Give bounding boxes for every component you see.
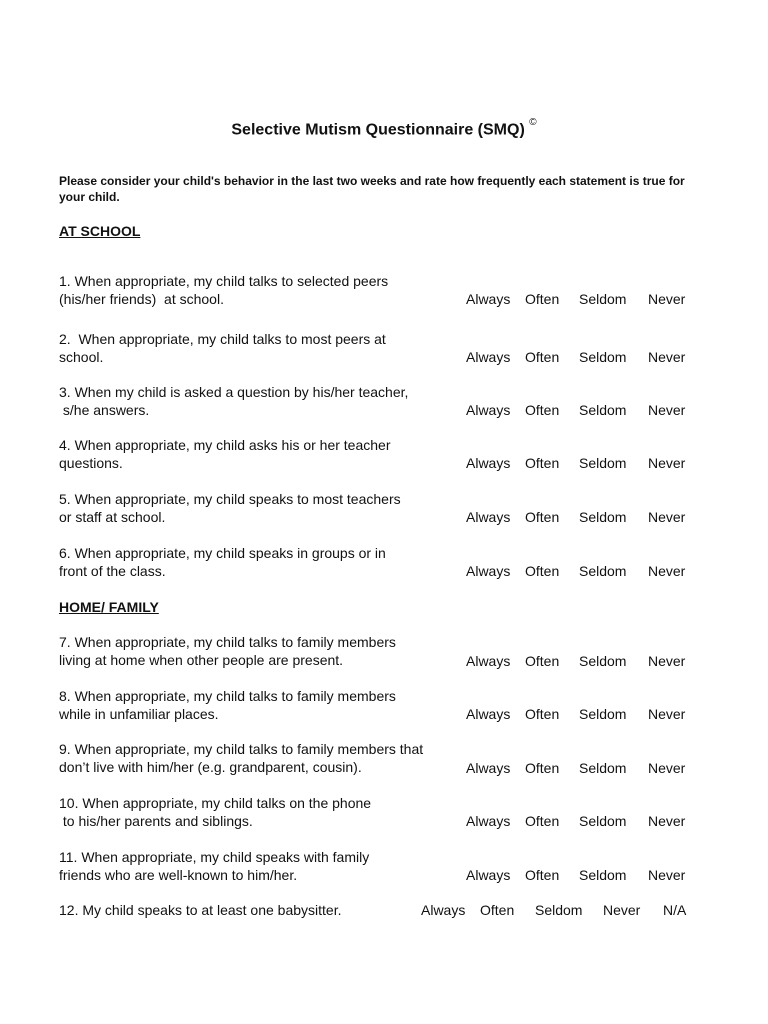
option-never[interactable]: Never — [648, 563, 686, 579]
question-line: 11. When appropriate, my child speaks with family — [59, 849, 370, 865]
option-seldom[interactable]: Seldom — [579, 706, 627, 722]
option-often[interactable]: Often — [525, 349, 560, 365]
option-often[interactable]: Often — [525, 813, 560, 829]
option-never[interactable]: Never — [603, 902, 641, 918]
question-line: while in unfamiliar places. — [59, 706, 219, 722]
option-always[interactable]: Always — [466, 509, 511, 525]
copyright-symbol: © — [529, 117, 537, 128]
question-2 — [59, 330, 459, 366]
option-never[interactable]: Never — [648, 760, 686, 776]
option-never[interactable]: Never — [648, 349, 686, 365]
option-always[interactable]: Always — [466, 563, 511, 579]
option-always[interactable]: Always — [466, 455, 511, 471]
option-seldom[interactable]: Seldom — [579, 653, 627, 669]
option-seldom[interactable]: Seldom — [579, 455, 627, 471]
option-often[interactable]: Often — [480, 902, 515, 918]
option-always[interactable]: Always — [421, 902, 466, 918]
option-always[interactable]: Always — [466, 760, 511, 776]
section-heading-school: AT SCHOOL — [59, 223, 141, 239]
question-line: s/he answers. — [59, 402, 150, 418]
question-11 — [59, 848, 459, 884]
option-seldom[interactable]: Seldom — [535, 902, 583, 918]
option-always[interactable]: Always — [466, 349, 511, 365]
question-line: front of the class. — [59, 563, 166, 579]
question-line: don’t live with him/her (e.g. grandparent, cousin). — [59, 759, 362, 775]
option-never[interactable]: Never — [648, 706, 686, 722]
question-line: 12. My child speaks to at least one babysitter. — [59, 902, 342, 918]
option-seldom[interactable]: Seldom — [579, 291, 627, 307]
option-seldom[interactable]: Seldom — [579, 813, 627, 829]
option-often[interactable]: Often — [525, 455, 560, 471]
option-often[interactable]: Often — [525, 402, 560, 418]
option-often[interactable]: Often — [525, 867, 560, 883]
question-5 — [59, 490, 459, 526]
option-often[interactable]: Often — [525, 760, 560, 776]
option-always[interactable]: Always — [466, 653, 511, 669]
question-line: 6. When appropriate, my child speaks in groups or in — [59, 545, 386, 561]
option-always[interactable]: Always — [466, 813, 511, 829]
question-line: 5. When appropriate, my child speaks to most teachers — [59, 491, 401, 507]
option-never[interactable]: Never — [648, 813, 686, 829]
question-line: questions. — [59, 455, 123, 471]
option-always[interactable]: Always — [466, 867, 511, 883]
question-line: living at home when other people are present. — [59, 652, 344, 668]
option-seldom[interactable]: Seldom — [579, 509, 627, 525]
question-line: 2. When appropriate, my child talks to most peers at — [59, 331, 386, 347]
question-line: school. — [59, 349, 104, 365]
question-line: 7. When appropriate, my child talks to family members — [59, 634, 396, 650]
question-line: (his/her friends) at school. — [59, 291, 224, 307]
option-seldom[interactable]: Seldom — [579, 867, 627, 883]
option-never[interactable]: Never — [648, 509, 686, 525]
option-never[interactable]: Never — [648, 653, 686, 669]
question-line: 4. When appropriate, my child asks his or her teacher — [59, 437, 391, 453]
question-line: 3. When my child is asked a question by his/her teacher, — [59, 384, 409, 400]
option-seldom[interactable]: Seldom — [579, 760, 627, 776]
option-never[interactable]: Never — [648, 455, 686, 471]
question-line: friends who are well-known to him/her. — [59, 867, 298, 883]
section-heading-home: HOME/ FAMILY — [59, 599, 159, 615]
question-line: 10. When appropriate, my child talks on the phone — [59, 795, 372, 811]
question-1 — [59, 272, 459, 308]
option-seldom[interactable]: Seldom — [579, 349, 627, 365]
question-line: 9. When appropriate, my child talks to family members that — [59, 741, 424, 757]
question-7 — [59, 633, 459, 669]
option-seldom[interactable]: Seldom — [579, 402, 627, 418]
question-line: to his/her parents and siblings. — [59, 813, 253, 829]
question-line: 1. When appropriate, my child talks to selected peers — [59, 273, 389, 289]
question-8 — [59, 687, 459, 723]
option-not-applicable[interactable]: N/A — [663, 902, 687, 918]
option-often[interactable]: Often — [525, 291, 560, 307]
question-4 — [59, 436, 459, 472]
option-never[interactable]: Never — [648, 867, 686, 883]
option-often[interactable]: Often — [525, 509, 560, 525]
question-line: or staff at school. — [59, 509, 166, 525]
option-always[interactable]: Always — [466, 706, 511, 722]
option-seldom[interactable]: Seldom — [579, 563, 627, 579]
option-always[interactable]: Always — [466, 291, 511, 307]
question-12 — [59, 901, 459, 919]
option-often[interactable]: Often — [525, 563, 560, 579]
option-never[interactable]: Never — [648, 291, 686, 307]
option-often[interactable]: Often — [525, 653, 560, 669]
page-title — [0, 117, 768, 139]
question-3 — [59, 383, 459, 419]
question-10 — [59, 794, 459, 830]
option-never[interactable]: Never — [648, 402, 686, 418]
question-6 — [59, 544, 459, 580]
question-line: 8. When appropriate, my child talks to family members — [59, 688, 396, 704]
option-always[interactable]: Always — [466, 402, 511, 418]
option-often[interactable]: Often — [525, 706, 560, 722]
question-9 — [59, 740, 459, 776]
title-text: Selective Mutism Questionnaire (SMQ) — [231, 121, 525, 139]
instructions: Please consider your child's behavior in the last two weeks and rate how frequently each statement is true for your child. — [59, 174, 685, 204]
